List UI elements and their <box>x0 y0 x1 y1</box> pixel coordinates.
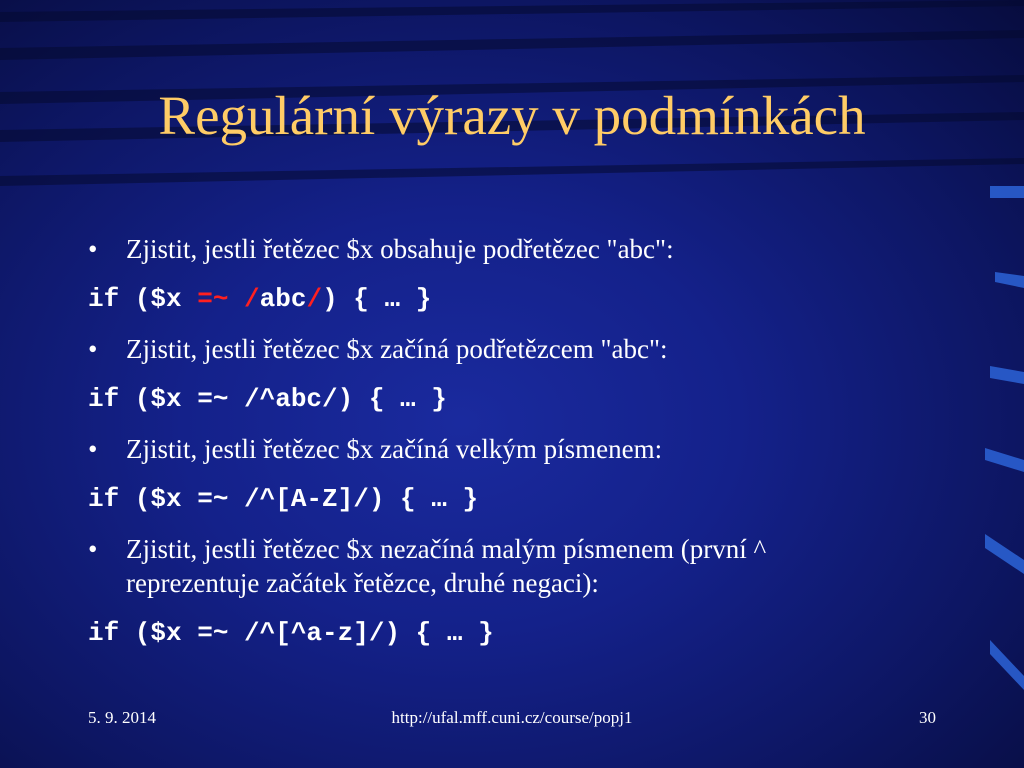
bullet-text-line-2: reprezentuje začátek řetězce, druhé negaci): <box>126 568 599 598</box>
code-segment <box>228 284 244 314</box>
bullet-text-line-1: Zjistit, jestli řetězec $x nezačíná malým písmenem (první ^ <box>126 534 767 564</box>
code-segment: ) { … } <box>322 284 432 314</box>
code-line-1 <box>88 282 968 316</box>
slide-title: Regulární výrazy v podmínkách <box>158 85 866 146</box>
code-line-2: if ($x =~ /^abc/) { … } <box>88 384 447 414</box>
footer-page-number: 30 <box>919 708 936 727</box>
code-slash-highlight: / <box>306 284 323 314</box>
bullet-icon: • <box>88 334 98 364</box>
footer-date: 5. 9. 2014 <box>88 708 156 727</box>
bullet-item-1 <box>88 232 968 266</box>
bullet-item-4 <box>88 532 968 600</box>
code-segment: if ($x <box>88 284 198 314</box>
bullet-text: Zjistit, jestli řetězec $x začíná podřetězcem "abc": <box>126 334 668 364</box>
code-line-3: if ($x =~ /^[A-Z]/) { … } <box>88 484 479 514</box>
code-slash-highlight: / <box>244 284 260 314</box>
bullet-item-2 <box>88 332 968 366</box>
bullet-text: Zjistit, jestli řetězec $x obsahuje podřetězec "abc": <box>126 234 674 264</box>
bullet-icon: • <box>88 234 98 264</box>
code-line-4: if ($x =~ /^[^a-z]/) { … } <box>88 618 494 648</box>
footer-url: http://ufal.mff.cuni.cz/course/popj1 <box>391 708 633 727</box>
code-operator-highlight: =~ <box>197 284 229 314</box>
bullet-icon: • <box>88 534 98 564</box>
bullet-text: Zjistit, jestli řetězec $x začíná velkým písmenem: <box>126 434 663 464</box>
bullet-icon: • <box>88 434 98 464</box>
code-segment: abc <box>259 284 307 314</box>
slide-content <box>88 232 968 666</box>
bullet-item-3 <box>88 432 968 466</box>
